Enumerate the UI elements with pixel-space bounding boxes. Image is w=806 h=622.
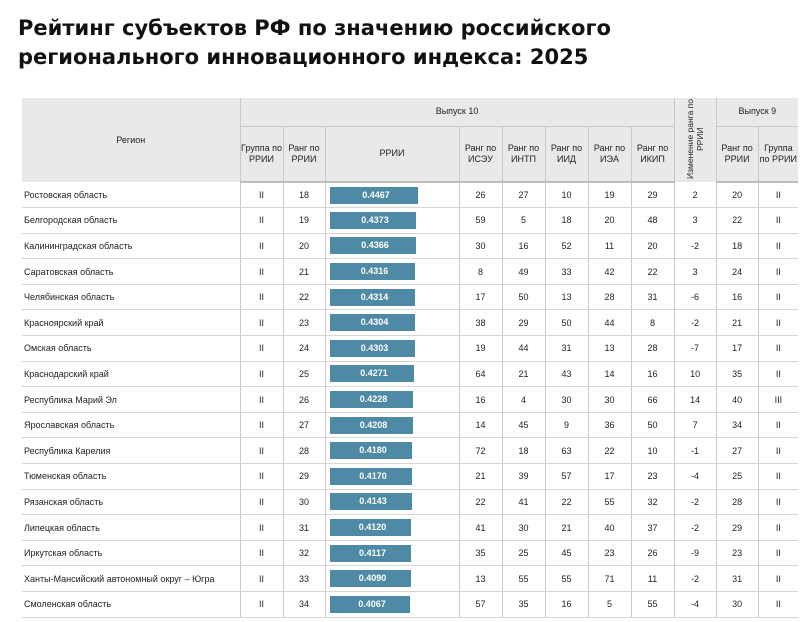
cell-rank-rrii-9: 27 (716, 438, 758, 464)
header-rank-iseu: Ранг по ИСЭУ (459, 126, 502, 182)
cell-rank-iid: 33 (545, 259, 588, 285)
cell-group: II (240, 259, 283, 285)
header-rrii: РРИИ (325, 126, 459, 182)
cell-rank-iseu: 57 (459, 592, 502, 618)
cell-rank-iid: 63 (545, 438, 588, 464)
cell-rank-intp: 18 (502, 438, 545, 464)
cell-rank-iea: 40 (588, 515, 631, 541)
rrii-bar: 0.4303 (330, 340, 415, 357)
cell-group-rrii-9: II (758, 361, 798, 387)
cell-rank-ikip: 23 (631, 464, 674, 490)
table-row (22, 310, 798, 336)
rrii-bar: 0.4117 (330, 545, 411, 562)
cell-rank-iea: 28 (588, 284, 631, 310)
cell-rank-iid: 22 (545, 489, 588, 515)
table-row (22, 182, 798, 208)
rrii-bar: 0.4271 (330, 365, 414, 382)
cell-group: II (240, 361, 283, 387)
cell-rank-intp: 5 (502, 208, 545, 234)
page-title: Рейтинг субъектов РФ по значению российского регионального инновационного индекса: 2025 (18, 16, 611, 69)
cell-rrii (325, 387, 459, 413)
table-row (22, 438, 798, 464)
rrii-bar: 0.4143 (330, 493, 412, 510)
cell-region: Ростовская область (22, 182, 240, 208)
cell-rank-iea: 20 (588, 208, 631, 234)
cell-rank-rrii-9: 23 (716, 540, 758, 566)
cell-rank-rrii-9: 31 (716, 566, 758, 592)
cell-rank-iseu: 21 (459, 464, 502, 490)
cell-rank: 32 (283, 540, 325, 566)
header-group-rrii: Группа по РРИИ (240, 126, 283, 182)
header-release-10: Выпуск 10 (240, 98, 674, 126)
cell-rank-iea: 30 (588, 387, 631, 413)
cell-rank: 22 (283, 284, 325, 310)
cell-rank: 28 (283, 438, 325, 464)
table-row (22, 464, 798, 490)
cell-rank-intp: 29 (502, 310, 545, 336)
rrii-bar: 0.4120 (330, 519, 411, 536)
cell-rrii (325, 284, 459, 310)
cell-rank-change: -6 (674, 284, 716, 310)
cell-rrii (325, 361, 459, 387)
cell-rank-rrii-9: 25 (716, 464, 758, 490)
cell-rank-iid: 31 (545, 336, 588, 362)
cell-rank-rrii-9: 40 (716, 387, 758, 413)
cell-rank-rrii-9: 22 (716, 208, 758, 234)
cell-rank-iid: 52 (545, 233, 588, 259)
cell-rank: 20 (283, 233, 325, 259)
cell-group-rrii-9: II (758, 284, 798, 310)
cell-region: Республика Марий Эл (22, 387, 240, 413)
cell-group-rrii-9: II (758, 412, 798, 438)
table-row (22, 515, 798, 541)
cell-region: Белгородская область (22, 208, 240, 234)
cell-rrii (325, 566, 459, 592)
cell-rrii (325, 310, 459, 336)
cell-rank-ikip: 8 (631, 310, 674, 336)
cell-group-rrii-9: II (758, 438, 798, 464)
cell-rrii (325, 592, 459, 618)
cell-rank-intp: 27 (502, 182, 545, 208)
cell-rrii (325, 412, 459, 438)
cell-rank-intp: 39 (502, 464, 545, 490)
cell-rank-iid: 16 (545, 592, 588, 618)
cell-group: II (240, 310, 283, 336)
cell-rank-intp: 41 (502, 489, 545, 515)
cell-rank-iseu: 35 (459, 540, 502, 566)
cell-rank: 30 (283, 489, 325, 515)
cell-rank-rrii-9: 35 (716, 361, 758, 387)
cell-region: Липецкая область (22, 515, 240, 541)
cell-group: II (240, 592, 283, 618)
cell-rank-iseu: 38 (459, 310, 502, 336)
cell-rank-iea: 23 (588, 540, 631, 566)
cell-rank-iseu: 14 (459, 412, 502, 438)
header-rank-iid: Ранг по ИИД (545, 126, 588, 182)
rrii-bar: 0.4314 (330, 289, 415, 306)
cell-rank-iea: 42 (588, 259, 631, 285)
cell-rank-change: 3 (674, 208, 716, 234)
cell-rrii (325, 208, 459, 234)
cell-region: Ярославская область (22, 412, 240, 438)
cell-rank-iea: 44 (588, 310, 631, 336)
cell-rank-rrii-9: 34 (716, 412, 758, 438)
cell-rank-change: 14 (674, 387, 716, 413)
cell-rank-intp: 50 (502, 284, 545, 310)
cell-rank-iea: 17 (588, 464, 631, 490)
cell-group-rrii-9: II (758, 489, 798, 515)
cell-rank-iea: 14 (588, 361, 631, 387)
rrii-bar: 0.4366 (330, 237, 416, 254)
rrii-bar: 0.4304 (330, 314, 415, 331)
table-row (22, 489, 798, 515)
cell-rank-ikip: 50 (631, 412, 674, 438)
cell-region: Саратовская область (22, 259, 240, 285)
cell-rank-iid: 55 (545, 566, 588, 592)
cell-rank-rrii-9: 20 (716, 182, 758, 208)
cell-rank-rrii-9: 17 (716, 336, 758, 362)
cell-rank-intp: 49 (502, 259, 545, 285)
cell-rank-iid: 57 (545, 464, 588, 490)
cell-region: Омская область (22, 336, 240, 362)
cell-rank-iseu: 8 (459, 259, 502, 285)
cell-group: II (240, 566, 283, 592)
cell-group-rrii-9: II (758, 540, 798, 566)
cell-rank-iseu: 19 (459, 336, 502, 362)
cell-rank-ikip: 22 (631, 259, 674, 285)
table-row (22, 233, 798, 259)
rrii-bar: 0.4090 (330, 570, 411, 587)
table-row (22, 284, 798, 310)
cell-rank-change: -4 (674, 592, 716, 618)
cell-group-rrii-9: II (758, 566, 798, 592)
header-rank-ikip: Ранг по ИКИП (631, 126, 674, 182)
cell-group: II (240, 412, 283, 438)
rrii-bar: 0.4170 (330, 468, 412, 485)
header-rank-intp: Ранг по ИНТП (502, 126, 545, 182)
cell-rrii (325, 438, 459, 464)
header-rank-change (674, 98, 716, 182)
cell-group: II (240, 515, 283, 541)
cell-rank-iseu: 17 (459, 284, 502, 310)
cell-rank-iseu: 64 (459, 361, 502, 387)
cell-region: Ханты-Мансийский автономный округ – Югра (22, 566, 240, 592)
header-region: Регион (22, 98, 240, 182)
cell-rank-rrii-9: 16 (716, 284, 758, 310)
rrii-bar: 0.4228 (330, 391, 413, 408)
cell-rank-intp: 55 (502, 566, 545, 592)
cell-rank-ikip: 37 (631, 515, 674, 541)
cell-rank: 25 (283, 361, 325, 387)
cell-rrii (325, 489, 459, 515)
cell-rank: 23 (283, 310, 325, 336)
cell-region: Рязанская область (22, 489, 240, 515)
cell-rank-rrii-9: 28 (716, 489, 758, 515)
table-row (22, 540, 798, 566)
cell-rank: 27 (283, 412, 325, 438)
cell-group: II (240, 336, 283, 362)
cell-rank-change: -2 (674, 489, 716, 515)
cell-rank-ikip: 11 (631, 566, 674, 592)
cell-rank-intp: 35 (502, 592, 545, 618)
cell-group-rrii-9: II (758, 336, 798, 362)
cell-rank-intp: 4 (502, 387, 545, 413)
cell-group-rrii-9: II (758, 310, 798, 336)
table-row (22, 361, 798, 387)
rrii-bar: 0.4067 (330, 596, 410, 613)
rrii-bar: 0.4180 (330, 442, 412, 459)
cell-rank: 18 (283, 182, 325, 208)
cell-rank-iea: 55 (588, 489, 631, 515)
header-group-rrii-9: Группа по РРИИ (758, 126, 798, 182)
cell-group: II (240, 233, 283, 259)
cell-rrii (325, 515, 459, 541)
cell-rank-ikip: 20 (631, 233, 674, 259)
cell-rank-iid: 30 (545, 387, 588, 413)
cell-group-rrii-9: II (758, 233, 798, 259)
cell-rank-intp: 45 (502, 412, 545, 438)
cell-rank-iid: 13 (545, 284, 588, 310)
cell-rank-rrii-9: 21 (716, 310, 758, 336)
cell-region: Тюменская область (22, 464, 240, 490)
cell-group: II (240, 438, 283, 464)
header-rank-change-label: Изменение ранга по РРИИ (685, 98, 706, 179)
cell-rrii (325, 259, 459, 285)
cell-rank: 21 (283, 259, 325, 285)
table-row (22, 259, 798, 285)
cell-rank-change: 3 (674, 259, 716, 285)
cell-rank-iid: 18 (545, 208, 588, 234)
cell-rank-change: -7 (674, 336, 716, 362)
cell-group-rrii-9: II (758, 259, 798, 285)
cell-rank-iid: 10 (545, 182, 588, 208)
cell-rank-iea: 19 (588, 182, 631, 208)
header-rank-rrii: Ранг по РРИИ (283, 126, 325, 182)
cell-region: Смоленская область (22, 592, 240, 618)
cell-rank-intp: 44 (502, 336, 545, 362)
table-row (22, 592, 798, 618)
cell-rrii (325, 233, 459, 259)
cell-rank-intp: 16 (502, 233, 545, 259)
cell-rank-change: -2 (674, 515, 716, 541)
cell-rank-change: -2 (674, 233, 716, 259)
cell-rank-change: 7 (674, 412, 716, 438)
header-release-9: Выпуск 9 (716, 98, 798, 126)
cell-rank-iseu: 16 (459, 387, 502, 413)
rrii-bar: 0.4467 (330, 187, 418, 204)
cell-rank-ikip: 28 (631, 336, 674, 362)
cell-group: II (240, 284, 283, 310)
cell-rank-intp: 30 (502, 515, 545, 541)
cell-rank-iseu: 59 (459, 208, 502, 234)
table-body (22, 182, 798, 617)
cell-group-rrii-9: II (758, 208, 798, 234)
cell-rank-ikip: 29 (631, 182, 674, 208)
cell-rank-rrii-9: 30 (716, 592, 758, 618)
cell-rank-iea: 22 (588, 438, 631, 464)
cell-group-rrii-9: III (758, 387, 798, 413)
cell-rank: 34 (283, 592, 325, 618)
cell-rank: 31 (283, 515, 325, 541)
cell-region: Красноярский край (22, 310, 240, 336)
rrii-bar: 0.4316 (330, 263, 415, 280)
table-row (22, 387, 798, 413)
cell-rrii (325, 182, 459, 208)
cell-rank-change: -4 (674, 464, 716, 490)
cell-rank-iseu: 26 (459, 182, 502, 208)
cell-rank-iseu: 22 (459, 489, 502, 515)
rrii-bar: 0.4373 (330, 212, 416, 229)
cell-rank-iea: 13 (588, 336, 631, 362)
cell-rank-iseu: 13 (459, 566, 502, 592)
cell-group: II (240, 464, 283, 490)
cell-region: Иркутская область (22, 540, 240, 566)
cell-rank-iea: 71 (588, 566, 631, 592)
cell-rank-iid: 50 (545, 310, 588, 336)
cell-group-rrii-9: II (758, 592, 798, 618)
cell-rank-ikip: 16 (631, 361, 674, 387)
cell-region: Краснодарский край (22, 361, 240, 387)
cell-rank-change: 2 (674, 182, 716, 208)
cell-rank-intp: 25 (502, 540, 545, 566)
table-row (22, 412, 798, 438)
cell-rank-change: -2 (674, 566, 716, 592)
cell-region: Республика Карелия (22, 438, 240, 464)
header-rank-rrii-9: Ранг по РРИИ (716, 126, 758, 182)
cell-rank-iseu: 41 (459, 515, 502, 541)
cell-region: Челябинская область (22, 284, 240, 310)
cell-rrii (325, 464, 459, 490)
cell-rank-iseu: 30 (459, 233, 502, 259)
cell-group-rrii-9: II (758, 464, 798, 490)
cell-group: II (240, 182, 283, 208)
cell-rank-intp: 21 (502, 361, 545, 387)
table-row (22, 336, 798, 362)
cell-rank-iid: 9 (545, 412, 588, 438)
cell-rank-iid: 45 (545, 540, 588, 566)
cell-rank-iseu: 72 (459, 438, 502, 464)
table-row (22, 208, 798, 234)
rrii-bar: 0.4208 (330, 417, 413, 434)
table-row (22, 566, 798, 592)
cell-rank-iea: 5 (588, 592, 631, 618)
header-rank-iea: Ранг по ИЭА (588, 126, 631, 182)
cell-group: II (240, 208, 283, 234)
cell-rank-change: -1 (674, 438, 716, 464)
cell-rank-iea: 36 (588, 412, 631, 438)
cell-rank-change: 10 (674, 361, 716, 387)
cell-rank-iea: 11 (588, 233, 631, 259)
cell-rank-change: -2 (674, 310, 716, 336)
cell-rrii (325, 540, 459, 566)
cell-group-rrii-9: II (758, 182, 798, 208)
rating-table (22, 98, 798, 618)
cell-rank: 24 (283, 336, 325, 362)
cell-rank-iid: 43 (545, 361, 588, 387)
cell-rank-ikip: 31 (631, 284, 674, 310)
cell-region: Калининградская область (22, 233, 240, 259)
cell-rank-ikip: 26 (631, 540, 674, 566)
cell-rank-rrii-9: 29 (716, 515, 758, 541)
cell-rank-change: -9 (674, 540, 716, 566)
cell-group: II (240, 387, 283, 413)
cell-rank: 29 (283, 464, 325, 490)
cell-group: II (240, 540, 283, 566)
cell-group-rrii-9: II (758, 515, 798, 541)
cell-rank-rrii-9: 18 (716, 233, 758, 259)
cell-rank: 33 (283, 566, 325, 592)
cell-rank: 19 (283, 208, 325, 234)
cell-group: II (240, 489, 283, 515)
cell-rank-ikip: 10 (631, 438, 674, 464)
cell-rank-rrii-9: 24 (716, 259, 758, 285)
cell-rank-ikip: 32 (631, 489, 674, 515)
cell-rank-ikip: 55 (631, 592, 674, 618)
cell-rank: 26 (283, 387, 325, 413)
cell-rrii (325, 336, 459, 362)
cell-rank-ikip: 66 (631, 387, 674, 413)
cell-rank-ikip: 48 (631, 208, 674, 234)
cell-rank-iid: 21 (545, 515, 588, 541)
